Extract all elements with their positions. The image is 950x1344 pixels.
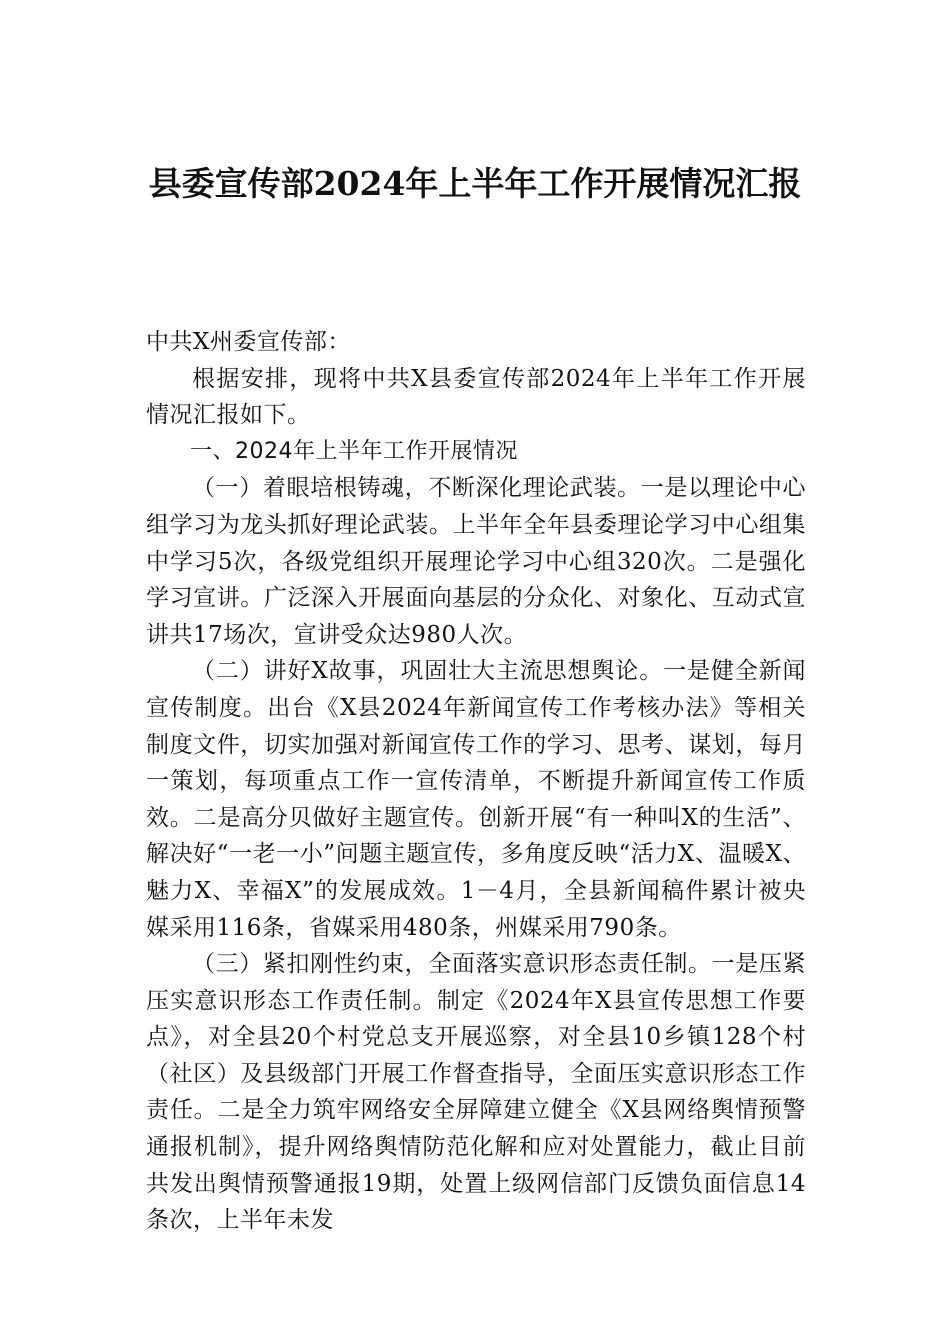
section-heading: 一、2024年上半年工作开展情况 (190, 438, 518, 464)
body-paragraph: （一）着眼培根铸魂，不断深化理论武装。一是以理论中心组学习为龙头抓好理论武装。上半年全年县委理论学习中心组集中学习5次，各级党组织开展理论学习中心组320次。二是强化学习宣讲。广泛深入开展面向基层的分众化、对象化、互动式宣讲共17场次，宣讲受众达980人次。 (146, 475, 806, 648)
body-paragraph: （三）紧扣刚性约束，全面落实意识形态责任制。一是压紧压实意识形态工作责任制。制定《2024年X县宣传思想工作要点》，对全县20个村党总支开展巡察，对全县10乡镇128个村（社区）及县级部门开展工作督查指导，全面压实意识形态工作责任。二是全力筑牢网络安全屏障建立健全《X县网络舆情预警通报机制》，提升网络舆情防范化解和应对处置能力，截止目前共发出舆情预警通报19期，处置上级网信部门反馈负面信息14条次，上半年未发 (146, 951, 806, 1234)
document-body (146, 324, 806, 1239)
body-paragraph: （二）讲好X故事，巩固壮大主流思想舆论。一是健全新闻宣传制度。出台《X县2024年新闻宣传工作考核办法》等相关制度文件，切实加强对新闻宣传工作的学习、思考、谋划，每月一策划，每项重点工作一宣传清单，不断提升新闻宣传工作质效。二是高分贝做好主题宣传。创新开展“有一种叫X的生活”、解决好“一老一小”问题主题宣传，多角度反映“活力X、温暖X、魅力X、幸福X”的发展成效。1－4月，全县新闻稿件累计被央媒采用116条，省媒采用480条，州媒采用790条。 (146, 658, 806, 941)
intro-paragraph: 根据安排，现将中共X县委宣传部2024年上半年工作开展情况汇报如下。 (146, 365, 806, 429)
salutation: 中共X州委宣传部： (146, 329, 351, 355)
document-title: 县委宣传部2024年上半年工作开展情况汇报 (148, 164, 802, 203)
